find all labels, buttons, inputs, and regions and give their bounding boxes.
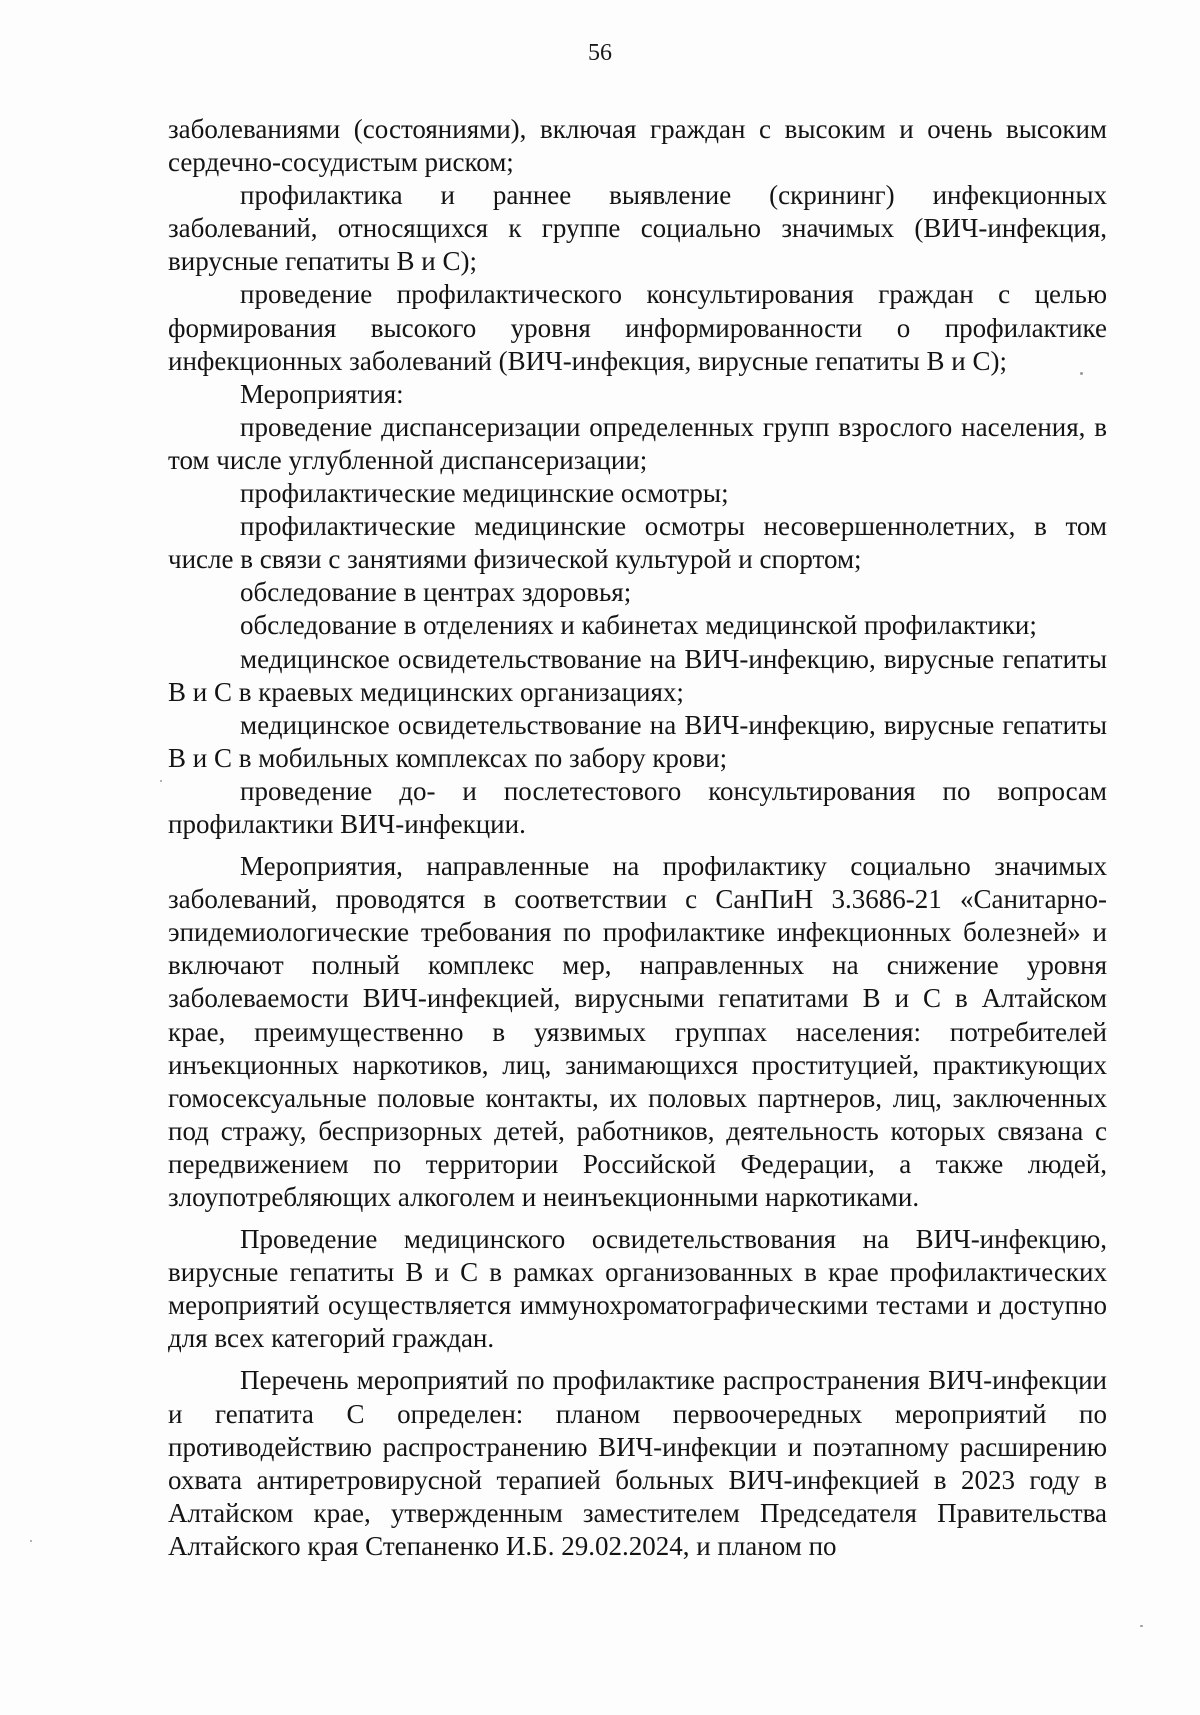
paragraph-sanpin: Мероприятия, направленные на профилактику социально значимых заболеваний, проводятся в соответствии с СанПиН 3.3686-21 «Санитарно-эпидемиологические требования по профилактике инфекционных болезней» и включают полный комплекс мер, направленных на снижение уровня заболеваемости ВИЧ-инфекцией, вирусными гепатитами В и С в Алтайском крае, преимущественно в уязвимых группах населения: потребителей инъекционных наркотиков, лиц, занимающихся проституцией, практикующих гомосексуальные половые контакты, их половых партнеров, лиц, заключенных под стражу, беспризорных детей, работников, деятельность которых связана с передвижением по территории Российской Федерации, а также людей, злоупотребляющих алкоголем и неинъекционными наркотиками.	[168, 851, 1107, 1212]
list-item-mobile-testing: медицинское освидетельствование на ВИЧ-инфекцию, вирусные гепатиты В и С в мобильных комплексах по забору крови;	[168, 709, 1107, 773]
list-item-regional-testing: медицинское освидетельствование на ВИЧ-инфекцию, вирусные гепатиты В и С в краевых медицинских организациях;	[168, 643, 1107, 707]
list-item-health-centers: обследование в центрах здоровья;	[240, 577, 632, 608]
scan-speck	[1140, 1625, 1143, 1627]
list-item-minor-checkups: профилактические медицинские осмотры несовершеннолетних, в том числе в связи с занятиями физической культурой и спортом;	[168, 511, 1107, 575]
scan-speck	[1080, 372, 1083, 375]
paragraph-rapid-tests: Проведение медицинского освидетельствования на ВИЧ-инфекцию, вирусные гепатиты В и С в рамках организованных в крае профилактических мероприятий осуществляется иммунохроматографическими тестами и доступно для всех категорий граждан.	[168, 1224, 1107, 1354]
list-item-counseling: проведение профилактического консультирования граждан с целью формирования высокого уровня информированности о профилактике инфекционных заболеваний (ВИЧ-инфекция, вирусные гепатиты В и С);	[168, 279, 1107, 376]
scan-speck	[160, 780, 162, 782]
page-number: 56	[588, 40, 612, 66]
measures-heading: Мероприятия:	[240, 378, 404, 409]
paragraph-action-plan: Перечень мероприятий по профилактике распространения ВИЧ-инфекции и гепатита С определен: планом первоочередных мероприятий по противодействию распространению ВИЧ-инфекции и поэтапному расширению охвата антиретровирусной терапией больных ВИЧ-инфекцией в 2023 году в Алтайском крае, утвержденным заместителем Председателя Правительства Алтайского края Степаненко И.Б. 29.02.2024, и планом по	[168, 1365, 1107, 1561]
list-item-screening: профилактика и раннее выявление (скрининг) инфекционных заболеваний, относящихся к группе социально значимых (ВИЧ-инфекция, вирусные гепатиты В и С);	[168, 180, 1107, 277]
list-item-dispensary: проведение диспансеризации определенных групп взрослого населения, в том числе углубленной диспансеризации;	[168, 411, 1107, 475]
scan-speck	[30, 1540, 32, 1542]
paragraph-continuation: заболеваниями (состояниями), включая граждан с высоким и очень высоким сердечно-сосудистым риском;	[168, 114, 1107, 178]
list-item-prevention-offices: обследование в отделениях и кабинетах медицинской профилактики;	[240, 610, 1037, 641]
list-item-checkups: профилактические медицинские осмотры;	[240, 478, 729, 509]
body-text	[168, 113, 1107, 1563]
list-item-test-counseling: проведение до- и послетестового консультирования по вопросам профилактики ВИЧ-инфекции.	[168, 775, 1107, 839]
